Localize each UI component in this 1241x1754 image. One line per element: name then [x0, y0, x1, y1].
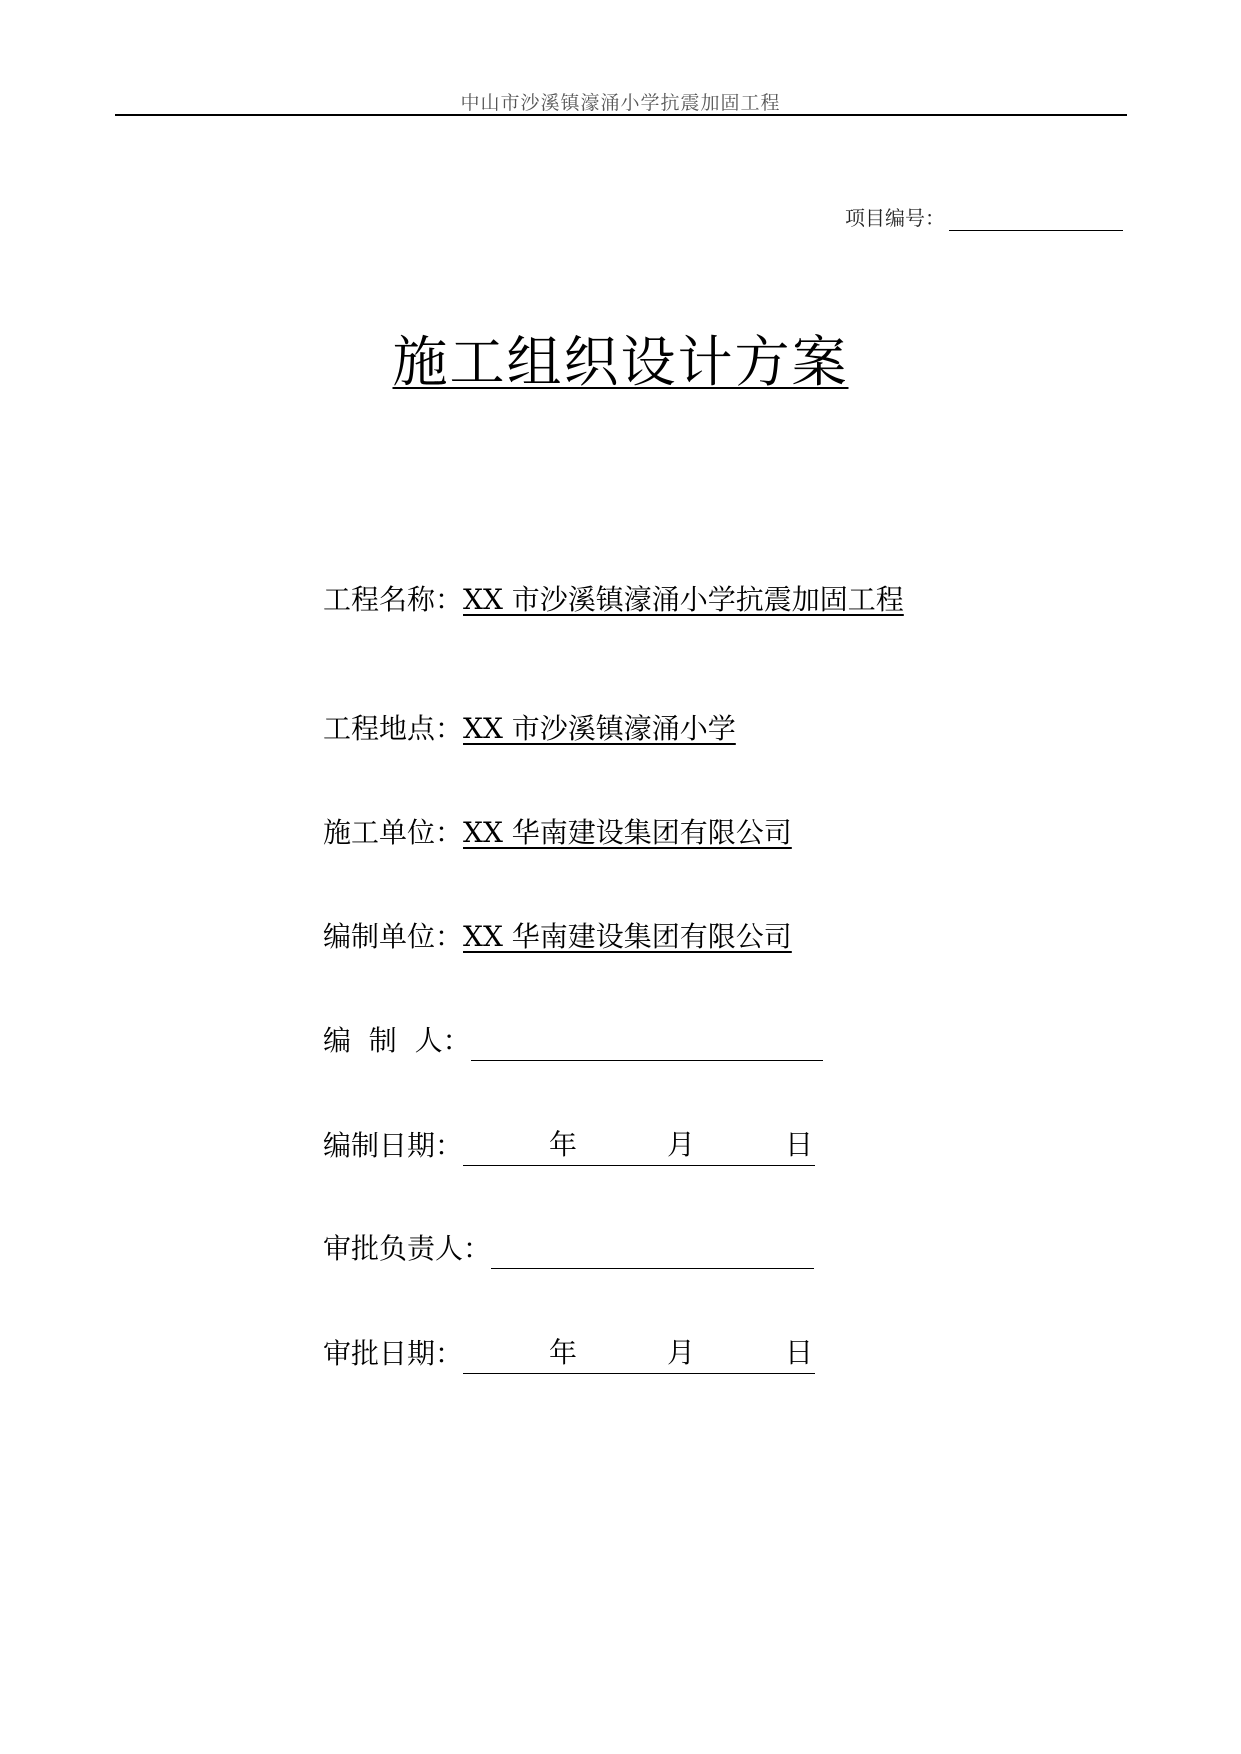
compile-date-day: 日	[785, 1128, 814, 1161]
project-number-blank[interactable]	[949, 208, 1123, 231]
project-location-value: XX 市沙溪镇濠涌小学	[463, 712, 736, 745]
compile-date-blank[interactable]	[463, 1125, 815, 1166]
compile-date-field	[323, 1125, 815, 1165]
project-location-field	[323, 709, 736, 749]
compile-date-month: 月	[667, 1128, 696, 1161]
approve-date-field	[323, 1333, 815, 1373]
project-name-field	[323, 580, 904, 620]
compiler-label: 编 制 人：	[323, 1024, 471, 1057]
approve-date-month: 月	[667, 1336, 696, 1369]
document-title-text: 施工组织设计方案	[392, 330, 849, 394]
compiling-unit-value: XX 华南建设集团有限公司	[463, 920, 792, 953]
page-header-title: 中山市沙溪镇濠涌小学抗震加固工程	[460, 92, 781, 114]
compiler-field	[323, 1021, 823, 1061]
project-name-value: XX 市沙溪镇濠涌小学抗震加固工程	[463, 583, 904, 616]
project-name-label: 工程名称：	[323, 583, 464, 616]
approve-date-label: 审批日期：	[323, 1337, 464, 1370]
project-number-label: 项目编号：	[845, 206, 945, 230]
compile-date-label: 编制日期：	[323, 1129, 464, 1162]
approver-label: 审批负责人：	[323, 1232, 492, 1265]
project-number-field	[845, 202, 1123, 231]
compile-date-year: 年	[549, 1128, 578, 1161]
compiling-unit-field	[323, 917, 792, 957]
project-location-label: 工程地点：	[323, 712, 464, 745]
construction-unit-label: 施工单位：	[323, 816, 464, 849]
approve-date-blank[interactable]	[463, 1333, 815, 1374]
document-title	[0, 318, 1241, 397]
construction-unit-value: XX 华南建设集团有限公司	[463, 816, 792, 849]
construction-unit-field	[323, 813, 792, 853]
approver-blank[interactable]	[491, 1234, 814, 1269]
compiling-unit-label: 编制单位：	[323, 920, 464, 953]
header-rule	[115, 114, 1127, 116]
approve-date-day: 日	[785, 1336, 814, 1369]
approver-field	[323, 1229, 814, 1269]
approve-date-year: 年	[549, 1336, 578, 1369]
compiler-blank[interactable]	[471, 1026, 823, 1061]
